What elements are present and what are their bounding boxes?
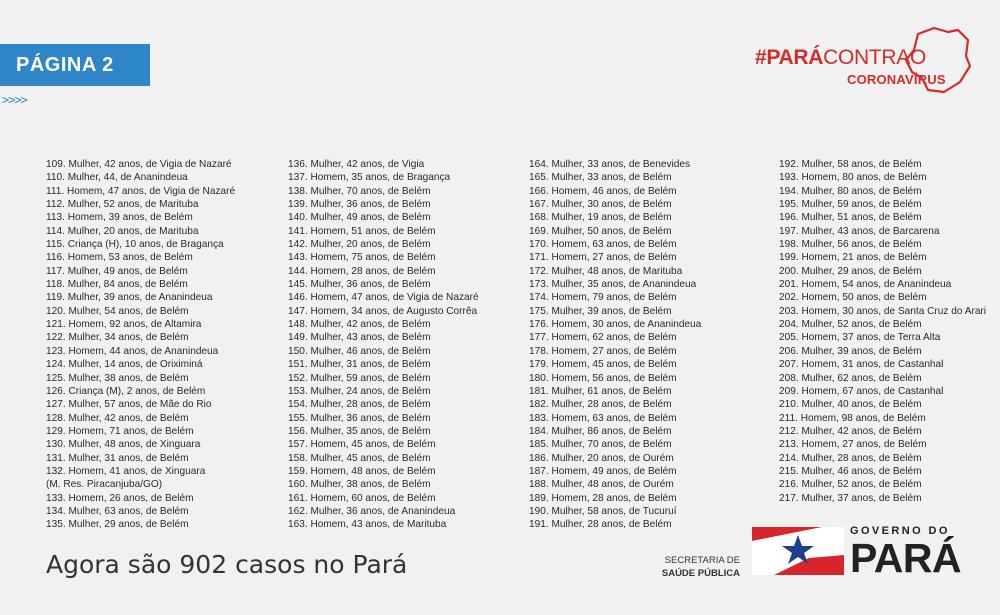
case-entry: 178. Homem, 27 anos, de Belém [529, 345, 677, 357]
case-entry: 198. Mulher, 56 anos, de Belém [779, 239, 922, 251]
case-entry: 170. Homem, 63 anos, de Belém [529, 239, 677, 251]
case-entry: 201. Homem, 54 anos, de Ananindeua [779, 279, 952, 291]
case-entry: 205. Homem, 37 anos, de Terra Alta [779, 332, 941, 344]
case-entry: 194. Mulher, 80 anos, de Belém [779, 185, 922, 197]
case-entry: 129. Homem, 71 anos, de Belém [46, 425, 194, 437]
case-entry: 140. Mulher, 49 anos, de Belém [288, 212, 431, 224]
case-entry: 202. Homem, 50 anos, de Belém [779, 292, 927, 304]
case-entry: 189. Homem, 28 anos, de Belém [529, 492, 677, 504]
case-entry: 196. Mulher, 51 anos, de Belém [779, 212, 922, 224]
case-entry: 134. Mulher, 63 anos, de Belém [46, 505, 189, 517]
case-entry: 216. Mulher, 52 anos, de Belém [779, 479, 922, 491]
case-entry: 203. Homem, 30 anos, de Santa Cruz do Arari [779, 305, 987, 317]
chevron-arrows-icon: >>>> [2, 93, 27, 107]
case-entry: 217. Mulher, 37 anos, de Belém [779, 492, 922, 504]
case-entry: 135. Mulher, 29 anos, de Belém [46, 519, 189, 531]
case-entry: 137. Homem, 35 anos, de Bragança [288, 172, 451, 184]
case-entry: 186. Mulher, 20 anos, de Ourém [529, 452, 674, 464]
secretaria-line-2: SAÚDE PÚBLICA [661, 568, 740, 579]
para-flag-icon [752, 527, 844, 575]
case-entry: 113. Homem, 39 anos, de Belém [46, 212, 193, 224]
case-entry: 154. Mulher, 28 anos, de Belém [288, 399, 431, 411]
case-entry: 142. Mulher, 20 anos, de Belém [288, 239, 431, 251]
page-badge [0, 44, 150, 86]
case-entry: 168. Mulher, 19 anos, de Belém [529, 212, 672, 224]
case-entry: 197. Mulher, 43 anos, de Barcarena [779, 225, 940, 237]
case-entry: 141. Homem, 51 anos, de Belém [288, 225, 436, 237]
case-entry: 179. Homem, 45 anos, de Belém [529, 359, 677, 371]
case-entry: 149. Mulher, 43 anos, de Belém [288, 332, 431, 344]
case-entry: 111. Homem, 47 anos, de Vigia de Nazaré [46, 185, 236, 197]
case-entry: 182. Mulher, 28 anos, de Belém [529, 399, 672, 411]
case-entry: 133. Homem, 26 anos, de Belém [46, 492, 194, 504]
case-entry: 123. Homem, 44 anos, de Ananindeua [46, 345, 219, 357]
case-list [0, 158, 1000, 538]
headline: Agora são 902 casos no Pará [46, 550, 408, 579]
case-entry: 110. Mulher, 44, de Ananindeua [46, 172, 188, 184]
case-entry: 122. Mulher, 34 anos, de Belém [46, 332, 189, 344]
hashtag-rest: CONTRAO [823, 46, 927, 69]
case-entry: 192. Mulher, 58 anos, de Belém [779, 159, 922, 170]
case-entry: 190. Mulher, 58 anos, de Tucuruí [529, 505, 677, 517]
case-entry: 169. Mulher, 50 anos, de Belém [529, 225, 672, 237]
case-entry: 177. Homem, 62 anos, de Belém [529, 332, 677, 344]
case-entry: 162. Mulher, 36 anos, de Ananindeua [288, 505, 456, 517]
case-entry: (M. Res. Piracanjuba/GO) [46, 479, 163, 491]
case-entry: 115. Criança (H), 10 anos, de Bragança [46, 239, 224, 251]
case-entry: 193. Homem, 80 anos, de Belém [779, 172, 927, 184]
case-entry: 153. Mulher, 24 anos, de Belém [288, 385, 431, 397]
case-entry: 209. Homem, 67 anos, de Castanhal [779, 385, 944, 397]
case-entry: 147. Homem, 34 anos, de Augusto Corrêa [288, 305, 478, 317]
case-entry: 151. Mulher, 31 anos, de Belém [288, 359, 431, 371]
case-entry: 208. Mulher, 62 anos, de Belém [779, 372, 922, 384]
case-entry: 185. Mulher, 70 anos, de Belém [529, 439, 672, 451]
case-entry: 213. Homem, 27 anos, de Belém [779, 439, 927, 451]
case-entry: 127. Mulher, 57 anos, de Mãe do Rio [46, 399, 212, 411]
case-column-4 [779, 158, 986, 505]
case-entry: 148. Mulher, 42 anos, de Belém [288, 319, 431, 331]
case-entry: 159. Homem, 48 anos, de Belém [288, 465, 436, 477]
case-entry: 156. Mulher, 35 anos, de Belém [288, 425, 431, 437]
case-entry: 117. Mulher, 49 anos, de Belém [46, 265, 188, 277]
case-entry: 188. Mulher, 48 anos, de Ourém [529, 479, 674, 491]
case-entry: 121. Homem, 92 anos, de Altamira [46, 319, 202, 331]
case-entry: 195. Mulher, 59 anos, de Belém [779, 199, 922, 211]
case-entry: 214. Mulher, 28 anos, de Belém [779, 452, 922, 464]
case-entry: 143. Homem, 75 anos, de Belém [288, 252, 436, 264]
campaign-hashtag [755, 46, 926, 70]
case-entry: 119. Mulher, 39 anos, de Ananindeua [46, 292, 213, 304]
page-badge-label: PÁGINA 2 [16, 53, 114, 76]
case-entry: 180. Homem, 56 anos, de Belém [529, 372, 677, 384]
case-entry: 212. Mulher, 42 anos, de Belém [779, 425, 922, 437]
case-entry: 191. Mulher, 28 anos, de Belém [529, 519, 672, 531]
case-entry: 181. Mulher, 61 anos, de Belém [529, 385, 672, 397]
case-entry: 145. Mulher, 36 anos, de Belém [288, 279, 431, 291]
campaign-logo [755, 26, 975, 98]
case-entry: 146. Homem, 47 anos, de Vigia de Nazaré [288, 292, 479, 304]
case-column-3 [529, 158, 701, 532]
governo-small-text: GOVERNO DO [850, 525, 950, 537]
case-entry: 155. Mulher, 36 anos, de Belém [288, 412, 431, 424]
case-column-2 [288, 158, 479, 532]
case-entry: 210. Mulher, 40 anos, de Belém [779, 399, 922, 411]
case-entry: 206. Mulher, 39 anos, de Belém [779, 345, 922, 357]
case-entry: 163. Homem, 43 anos, de Marituba [288, 519, 447, 531]
campaign-subtitle: CORONAVÍRUS [847, 72, 946, 87]
case-entry: 167. Mulher, 30 anos, de Belém [529, 199, 672, 211]
case-entry: 120. Mulher, 54 anos, de Belém [46, 305, 189, 317]
case-entry: 144. Homem, 28 anos, de Belém [288, 265, 436, 277]
case-entry: 124. Mulher, 14 anos, de Oriximiná [46, 359, 203, 371]
case-entry: 207. Homem, 31 anos, de Castanhal [779, 359, 944, 371]
case-entry: 184. Mulher, 86 anos, de Belém [529, 425, 672, 437]
governo-para-logo [850, 525, 970, 581]
governo-big-text: PARÁ [850, 535, 962, 581]
case-entry: 125. Mulher, 38 anos, de Belém [46, 372, 189, 384]
case-entry: 183. Homem, 63 anos, de Belém [529, 412, 677, 424]
hashtag-bold: #PARÁ [755, 46, 824, 69]
case-entry: 187. Homem, 49 anos, de Belém [529, 465, 677, 477]
case-entry: 200. Mulher, 29 anos, de Belém [779, 265, 922, 277]
case-entry: 139. Mulher, 36 anos, de Belém [288, 199, 431, 211]
case-entry: 166. Homem, 46 anos, de Belém [529, 185, 677, 197]
case-entry: 157. Homem, 45 anos, de Belém [288, 439, 436, 451]
case-entry: 152. Mulher, 59 anos, de Belém [288, 372, 431, 384]
case-entry: 109. Mulher, 42 anos, de Vigia de Nazaré [46, 159, 232, 170]
secretaria-saude-label [640, 554, 740, 580]
case-entry: 128. Mulher, 42 anos, de Belém [46, 412, 189, 424]
case-entry: 211. Homem, 98 anos, de Belém [779, 412, 926, 424]
case-entry: 171. Homem, 27 anos, de Belém [529, 252, 677, 264]
case-entry: 173. Mulher, 35 anos, de Ananindeua [529, 279, 697, 291]
case-entry: 116. Homem, 53 anos, de Belém [46, 252, 193, 264]
case-entry: 114. Mulher, 20 anos, de Marituba [46, 225, 199, 237]
case-entry: 174. Homem, 79 anos, de Belém [529, 292, 677, 304]
case-entry: 136. Mulher, 42 anos, de Vigia [288, 159, 425, 170]
case-entry: 118. Mulher, 84 anos, de Belém [46, 279, 188, 291]
case-entry: 112. Mulher, 52 anos, de Marituba [46, 199, 199, 211]
case-entry: 126. Criança (M), 2 anos, de Belém [46, 385, 206, 397]
case-entry: 131. Mulher, 31 anos, de Belém [46, 452, 189, 464]
secretaria-line-1: SECRETARIA DE [664, 555, 740, 566]
case-entry: 172. Mulher, 48 anos, de Marituba [529, 265, 683, 277]
case-entry: 161. Homem, 60 anos, de Belém [288, 492, 436, 504]
case-entry: 165. Mulher, 33 anos, de Belém [529, 172, 672, 184]
case-entry: 199. Homem, 21 anos, de Belém [779, 252, 927, 264]
case-column-1 [46, 158, 235, 532]
case-entry: 150. Mulher, 46 anos, de Belém [288, 345, 431, 357]
case-entry: 176. Homem, 30 anos, de Ananindeua [529, 319, 702, 331]
case-entry: 204. Mulher, 52 anos, de Belém [779, 319, 922, 331]
case-entry: 138. Mulher, 70 anos, de Belém [288, 185, 431, 197]
case-entry: 130. Mulher, 48 anos, de Xinguara [46, 439, 201, 451]
case-entry: 215. Mulher, 46 anos, de Belém [779, 465, 922, 477]
case-entry: 175. Mulher, 39 anos, de Belém [529, 305, 672, 317]
case-entry: 158. Mulher, 45 anos, de Belém [288, 452, 431, 464]
case-entry: 132. Homem, 41 anos, de Xinguara [46, 465, 206, 477]
case-entry: 164. Mulher, 33 anos, de Benevides [529, 159, 691, 170]
case-entry: 160. Mulher, 38 anos, de Belém [288, 479, 431, 491]
